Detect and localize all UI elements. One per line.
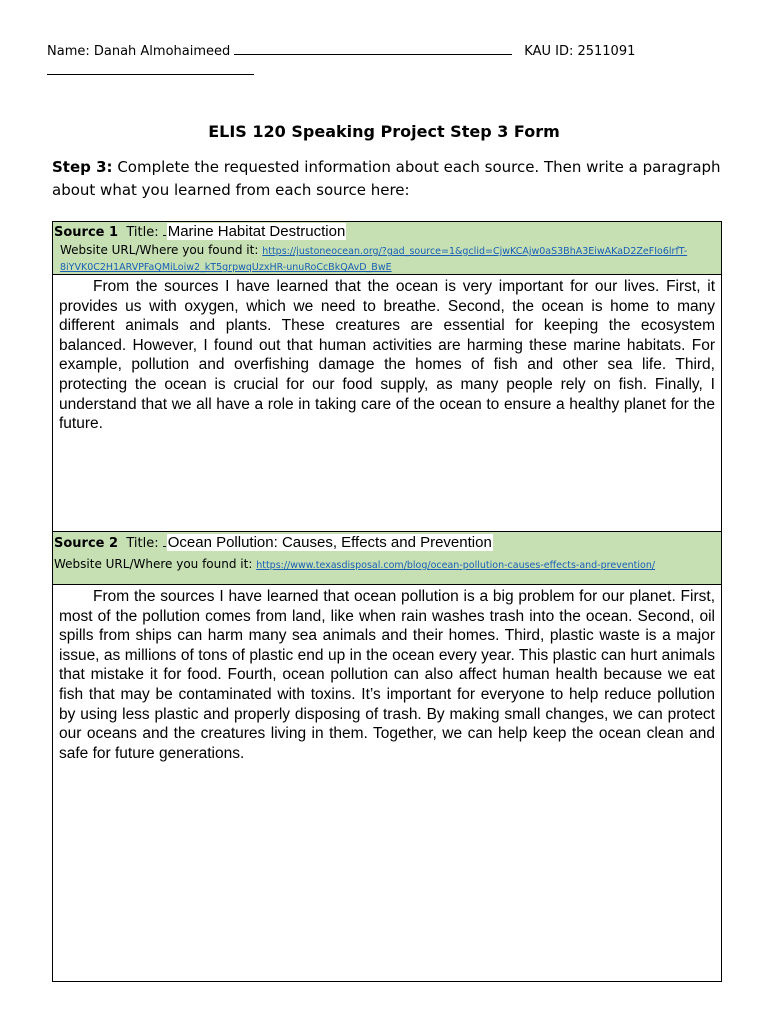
source-2-title-row [53,532,721,554]
page-title: ELIS 120 Speaking Project Step 3 Form [208,122,560,141]
source-1-title[interactable]: Marine Habitat Destruction [167,223,346,240]
source-1-paragraph: From the sources I have learned that the ocean is very important for our lives. First, it provides us with oxygen, which we need to breathe. Second, the ocean is home to many different animals and plants. These creatures are essential for keeping the ecosystem balanced. However, I found out that human activities are harming these marine habitats. For example, pollution and overfishing damage the homes of fish and other sea life. Third, protecting the ocean is crucial for our food supply, as many people rely on fish. Finally, I understand that we all have a role in taking care of the ocean to ensure a healthy planet for the future. [59,278,715,433]
step-label: Step 3: [52,158,113,176]
source-1-url-row [53,243,721,275]
header-underline [47,74,254,75]
source-2-paragraph-cell[interactable] [53,585,721,981]
kau-id-label: KAU ID: 2511091 [524,44,636,59]
source-1-url-label: Website URL/Where you found it: [60,243,259,257]
source-2-label: Source 2 [54,536,119,551]
source-1-label: Source 1 [54,225,119,240]
instructions-text: Complete the requested information about each source. Then write a paragraph about what you learned from each source here: [52,158,721,199]
source-2-url-label: Website URL/Where you found it: [54,557,253,571]
source-2-paragraph: From the sources I have learned that ocean pollution is a big problem for our planet. First, most of the pollution comes from land, like when rain washes trash into the ocean. Second, oil spills from ships can harm many sea animals and their homes. Third, plastic waste is a major issue, as millions of tons of plastic end up in the ocean every year. This plastic can hurt animals that mistake it for food. Fourth, ocean pollution can also affect human health because we eat fish that may be contaminated with toxins. It’s important for everyone to help reduce pollution by using less plastic and properly disposing of trash. By making small changes, we can protect our oceans and the creatures living in them. Together, we can help keep the ocean clean and safe for future generations. [59,588,715,762]
source-2-url-link[interactable]: https://www.texasdisposal.com/blog/ocean-pollution-causes-effects-and-prevention/ [256,560,656,571]
sources-table [52,221,722,982]
instructions [52,156,722,202]
source-2-header [53,531,721,585]
source-1-header [53,222,721,275]
source-2-title[interactable]: Ocean Pollution: Causes, Effects and Prevention [167,534,492,551]
source-1-url-link[interactable]: https://justoneocean.org/?gad_source=1&gclid=CjwKCAjw0aS3BhA3EiwAKaD2ZeFIo6lrfT-8iYVK0C2H1ARVPFaQMiLoiw2_kT5grpwqUzxHR-unuRoCcBkQAvD_BwE [60,246,688,273]
header-line [47,42,737,62]
source-1-title-label: Title: [126,225,159,240]
source-1-paragraph-cell[interactable] [53,275,721,531]
name-underline [234,42,512,55]
source-2-url-row [53,556,721,574]
source-1-title-row [53,222,721,243]
source-2-title-label: Title: [126,536,159,551]
name-label: Name: Danah Almohaimeed [47,44,231,59]
